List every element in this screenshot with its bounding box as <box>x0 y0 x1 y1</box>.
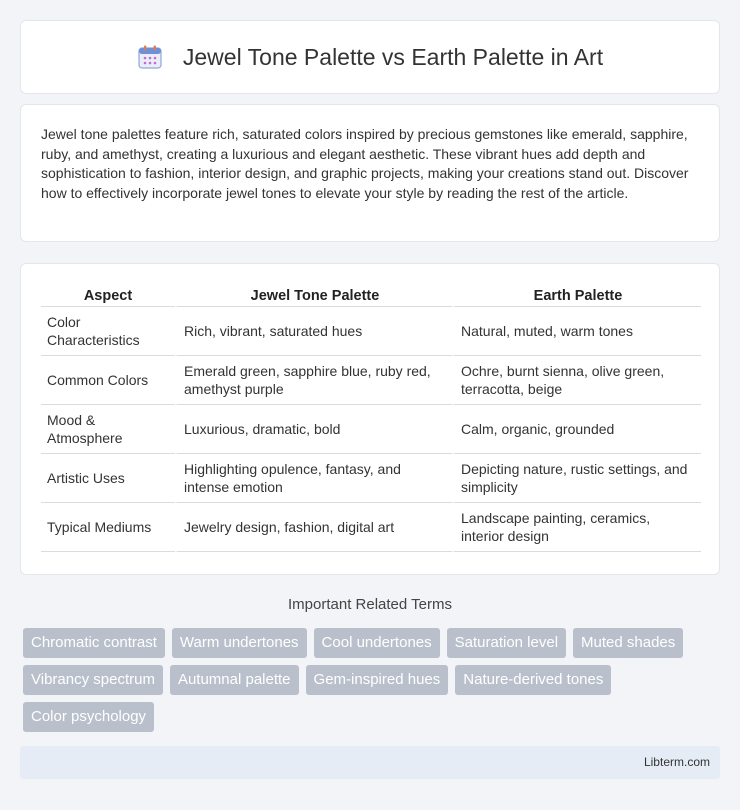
table-cell-jewel-tone: Rich, vibrant, saturated hues <box>175 307 452 356</box>
intro-paragraph: Jewel tone palettes feature rich, saturated colors inspired by precious gemstones like emerald, sapphire, ruby, and amethyst, creating a luxurious and elegant aesthetic. These vibrant hues add depth and sophistication to fashion, interior design, and graphic projects, making your creations stand out. Discover how to effectively incorporate jewel tones to elevate your style by reading the rest of the article. <box>41 126 689 201</box>
table-row <box>41 307 701 356</box>
table-cell-jewel-tone: Luxurious, dramatic, bold <box>175 405 452 454</box>
table-cell-earth: Depicting nature, rustic settings, and simplicity <box>452 454 701 503</box>
table-cell-earth: Natural, muted, warm tones <box>452 307 701 356</box>
table-cell-jewel-tone: Jewelry design, fashion, digital art <box>175 503 452 552</box>
calendar-icon <box>137 44 163 70</box>
table-cell-jewel-tone: Emerald green, sapphire blue, ruby red, amethyst purple <box>175 356 452 405</box>
table-row <box>41 356 701 405</box>
related-term-tag[interactable]: Nature-derived tones <box>455 665 611 695</box>
related-term-tag[interactable]: Cool undertones <box>314 628 440 658</box>
table-cell-aspect: Mood & Atmosphere <box>41 405 175 454</box>
table-row <box>41 503 701 552</box>
related-terms-list <box>23 628 723 732</box>
table-cell-aspect: Typical Mediums <box>41 503 175 552</box>
table-row <box>41 454 701 503</box>
related-term-tag[interactable]: Vibrancy spectrum <box>23 665 163 695</box>
related-terms-title: Important Related Terms <box>288 596 452 613</box>
column-header-aspect: Aspect <box>41 284 175 307</box>
related-term-tag[interactable]: Muted shades <box>573 628 683 658</box>
table-cell-aspect: Color Characteristics <box>41 307 175 356</box>
table-header-row <box>41 284 701 307</box>
header-card <box>20 20 720 94</box>
comparison-table <box>41 284 701 552</box>
related-term-tag[interactable]: Saturation level <box>447 628 566 658</box>
intro-card <box>20 104 720 242</box>
table-row <box>41 405 701 454</box>
related-term-tag[interactable]: Color psychology <box>23 702 154 732</box>
footer <box>20 746 720 779</box>
related-term-tag[interactable]: Gem-inspired hues <box>306 665 449 695</box>
table-cell-earth: Calm, organic, grounded <box>452 405 701 454</box>
table-cell-earth: Landscape painting, ceramics, interior design <box>452 503 701 552</box>
column-header-jewel-tone: Jewel Tone Palette <box>175 284 452 307</box>
related-term-tag[interactable]: Chromatic contrast <box>23 628 165 658</box>
table-cell-earth: Ochre, burnt sienna, olive green, terracotta, beige <box>452 356 701 405</box>
comparison-table-card <box>20 263 720 575</box>
footer-site-link[interactable]: Libterm.com <box>643 755 710 769</box>
related-term-tag[interactable]: Autumnal palette <box>170 665 299 695</box>
table-cell-jewel-tone: Highlighting opulence, fantasy, and intense emotion <box>175 454 452 503</box>
related-term-tag[interactable]: Warm undertones <box>172 628 307 658</box>
column-header-earth: Earth Palette <box>452 284 701 307</box>
table-cell-aspect: Common Colors <box>41 356 175 405</box>
table-cell-aspect: Artistic Uses <box>41 454 175 503</box>
page-title: Jewel Tone Palette vs Earth Palette in Art <box>182 43 604 70</box>
